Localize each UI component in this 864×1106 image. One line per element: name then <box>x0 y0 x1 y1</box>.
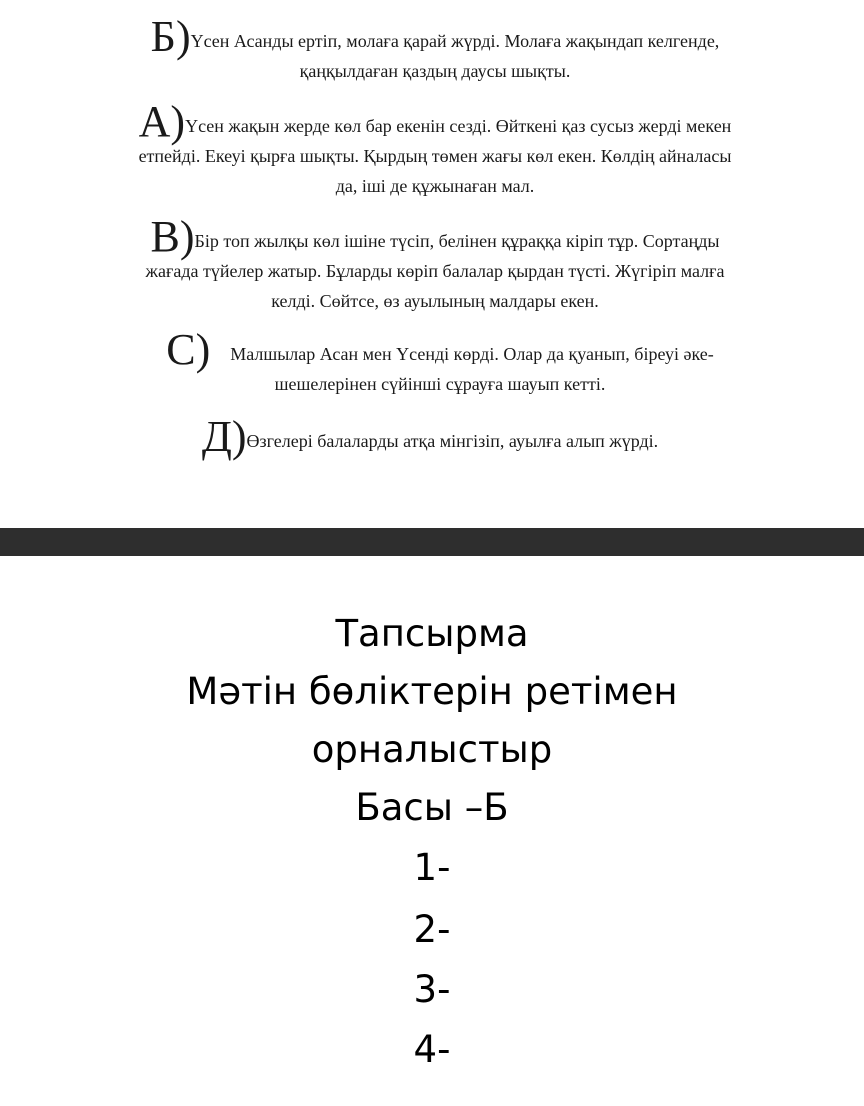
paragraph-line: В)Бір топ жылқы көл ішіне түсіп, белінен құраққа кіріп тұр. Сортаңды <box>150 212 720 261</box>
paragraph-line: етпейді. Екеуі қырға шықты. Қырдың төмен жағы көл екен. Көлдің айналасы <box>138 146 732 166</box>
task-start: Басы –Б <box>355 786 509 829</box>
answer-line-2: 2- <box>413 908 451 951</box>
paragraph-a <box>50 97 820 201</box>
task-instruction-line-1: Мәтін бөліктерін ретімен <box>186 670 678 713</box>
paragraph-v <box>50 212 820 316</box>
paragraph-d <box>80 412 780 461</box>
paragraph-line: қаңқылдаған қаздың даусы шықты. <box>299 61 571 81</box>
task-section <box>0 556 864 1106</box>
answer-line-4: 4- <box>413 1028 451 1071</box>
story-text-section <box>0 0 864 528</box>
paragraph-letter: В) <box>150 212 195 261</box>
paragraph-letter: А) <box>138 97 186 146</box>
paragraph-letter: С) <box>166 325 211 374</box>
paragraph-line: Б)Үсен Асанды ертіп, молаға қарай жүрді. Молаға жақындап келгенде, <box>150 12 720 61</box>
paragraph-line: шешелерінен сүйінші сұрауға шауып кетті. <box>274 374 606 394</box>
section-divider <box>0 528 864 556</box>
task-instruction-line-2: орналыстыр <box>311 728 553 771</box>
answer-line-3: 3- <box>413 968 451 1011</box>
paragraph-b <box>70 12 800 86</box>
answer-line-1: 1- <box>413 846 451 889</box>
paragraph-line: А)Үсен жақын жерде көл бар екенін сезді. Өйткені қаз сусыз жерді мекен <box>138 97 732 146</box>
paragraph-letter: Б) <box>150 12 191 61</box>
paragraph-line: жағада түйелер жатыр. Бұларды көріп балалар қырдан түсті. Жүгіріп малға <box>145 261 725 281</box>
paragraph-line: С) Малшылар Асан мен Үсенді көрді. Олар да қуанып, біреуі әке- <box>166 325 714 374</box>
paragraph-letter: Д) <box>201 412 247 461</box>
task-title: Тапсырма <box>335 612 529 655</box>
paragraph-s <box>80 325 800 399</box>
paragraph-line: Д)Өзгелері балаларды атқа мінгізіп, ауылға алып жүрді. <box>201 412 659 461</box>
paragraph-line: да, іші де құжынаған мал. <box>335 176 535 196</box>
paragraph-line: келді. Сөйтсе, өз ауылының малдары екен. <box>271 291 599 311</box>
